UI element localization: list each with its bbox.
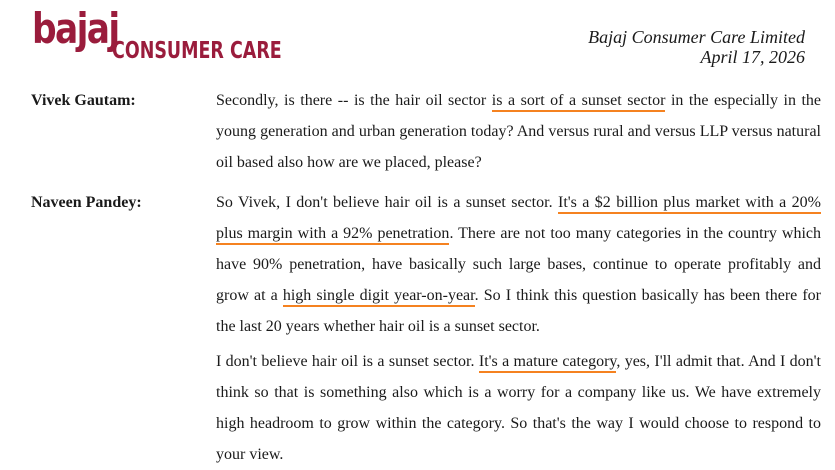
highlighted-phrase: high single digit year-on-year [283,287,475,307]
speaker-name: Vivek Gautam: [31,92,136,109]
transcript-paragraph [216,187,821,342]
paragraph-text: in the especially in the young generation and urban generation today? And versus rural and versus LLP versus natural oil based also how are we placed, please? [216,92,822,171]
paragraph-text: Secondly, is there -- is the hair oil sector [216,92,492,109]
paragraph-text: I don't believe hair oil is a sunset sector. [216,353,479,370]
paragraph-text: , yes, I'll admit that. And I don't think so that is something also which is a worry for a company like us. We have extremely high headroom to grow within the category. So that's the way I would choose to respond to your view. [216,353,821,463]
company-logo [32,4,282,68]
paragraph-text: . So I think this question basically has been there for the last 20 years whether hair oil is a sunset sector. [216,287,822,335]
transcript-paragraph [216,85,821,178]
document-date: April 17, 2026 [700,47,805,67]
highlighted-phrase: It's a mature category [479,353,617,373]
transcript-paragraph [216,346,821,470]
document-meta [588,27,805,67]
company-name: Bajaj Consumer Care Limited [588,27,805,47]
highlighted-phrase: It's a $2 billion plus market with a 20% plus margin with a 92% penetration [216,194,821,245]
paragraph-text: . There are not too many categories in the country which have 90% penetration, have basically such large bases, continue to operate profitably and grow at a [216,225,822,304]
logo-brand-word: bajaj [32,4,119,53]
logo-tagline: CONSUMER CARE [112,38,282,64]
speaker-name: Naveen Pandey: [31,194,142,211]
highlighted-phrase: is a sort of a sunset sector [492,92,666,112]
paragraph-text: So Vivek, I don't believe hair oil is a sunset sector. [216,194,558,211]
